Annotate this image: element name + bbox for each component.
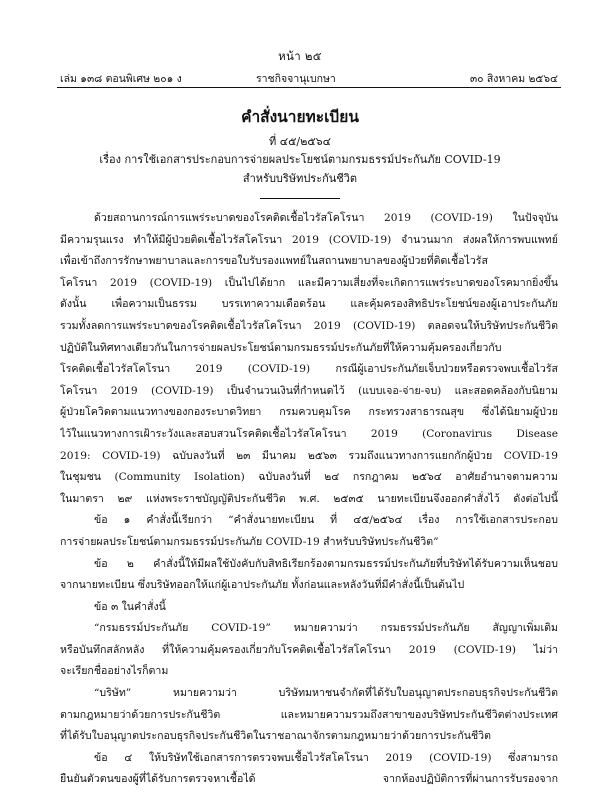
body-line: ที่ได้รับใบอนุญาตประกอบธุรกิจประกันชีวิตในราชอาณาจักรตามกฎหมายว่าด้วยการประกันชีวิต bbox=[60, 730, 491, 743]
body-line: โคโรนา 2019 (COVID-19) เป็นจำนวนเงินที่กำหนดไว้ (แบบเจอ-จ่าย-จบ) และสอดคล้องกับนิยาม bbox=[60, 384, 558, 397]
gazette-header bbox=[60, 70, 558, 86]
order-title: คำสั่งนายทะเบียน bbox=[241, 107, 359, 126]
page-number: หน้า ๒๕ bbox=[278, 49, 322, 63]
clause-3-line: ข้อ ๓ ในคำสั่งนี้ bbox=[94, 600, 166, 613]
definition-line: “บริษัท” หมายความว่า บริษัทมหาชนจำกัดที่ได้รับใบอนุญาตประกอบธุรกิจประกันชีวิต bbox=[94, 687, 558, 700]
volume-info: เล่ม ๑๓๘ ตอนพิเศษ ๒๐๑ ง bbox=[60, 73, 182, 85]
definition-line: “กรมธรรม์ประกันภัย COVID-19” หมายความว่า กรมธรรม์ประกันภัย สัญญาเพิ่มเติม bbox=[94, 622, 558, 635]
body-line: จะเรียกชื่ออย่างไรก็ตาม bbox=[60, 665, 169, 678]
body-line: เพื่อเข้าถึงการรักษาพยาบาลและการขอใบรับรองแพทย์ในสถานพยาบาลของผู้ป่วยที่ติดเชื้อไวรัส bbox=[60, 255, 488, 268]
body-line: ยืนยันตัวตนของผู้ที่ได้รับการตรวจหาเชื้อได้ จากห้องปฏิบัติการที่ผ่านการรับรองจาก bbox=[60, 773, 558, 786]
body-line: ผู้ป่วยโควิดตามแนวทางของกองระบาดวิทยา กรมควบคุมโรค กระทรวงสาธารณสุข ซึ่งได้นิยามผู้ป่วย bbox=[60, 406, 558, 419]
header-rule bbox=[57, 87, 561, 88]
body-line: จากนายทะเบียน ซึ่งบริษัทออกให้แก่ผู้เอาประกันภัย ทั้งก่อนและหลังวันที่มีคำสั่งนี้เป็นต้นไป bbox=[60, 579, 465, 592]
body-line: รวมทั้งลดการแพร่ระบาดของโรคติดเชื้อไวรัสโคโรนา 2019 (COVID-19) ตลอดจนให้บริษัทประกันชีวิต bbox=[60, 319, 558, 332]
clause-4-line: ข้อ ๔ ให้บริษัทใช้เอกสารการตรวจพบเชื้อไวรัสโคโรนา 2019 (COVID-19) ซึ่งสามารถ bbox=[94, 751, 558, 764]
body-line: หรือบันทึกสลักหลัง ที่ให้ความคุ้มครองเกี่ยวกับโรคติดเชื้อไวรัสโคโรนา 2019 (COVID-19) ไม่ว่า bbox=[60, 643, 558, 656]
clause-1-line: ข้อ ๑ คำสั่งนี้เรียกว่า “คำสั่งนายทะเบียน ที่ ๔๕/๒๕๖๔ เรื่อง การใช้เอกสารประกอบ bbox=[94, 514, 558, 527]
body-line: ในชุมชน (Community Isolation) ฉบับลงวันที่ ๒๔ กรกฎาคม ๒๕๖๔ อาศัยอำนาจตามความ bbox=[60, 471, 558, 484]
publication-name: ราชกิจจานุเบกษา bbox=[256, 73, 336, 85]
body-line: ด้วยสถานการณ์การแพร่ระบาดของโรคติดเชื้อไวรัสโคโรนา 2019 (COVID-19) ในปัจจุบัน bbox=[94, 212, 558, 224]
subject-line: เรื่อง การใช้เอกสารประกอบการจ่ายผลประโยชน์ตามกรมธรรม์ประกันภัย COVID-19 bbox=[99, 153, 501, 166]
body-line: 2019: COVID-19) ฉบับลงวันที่ ๒๓ มีนาคม ๒๕๖๓ รวมถึงแนวทางการแยกกักผู้ป่วย COVID-19 bbox=[60, 449, 558, 462]
body-line: ในมาตรา ๒๙ แห่งพระราชบัญญัติประกันชีวิต พ.ศ. ๒๕๓๕ นายทะเบียนจึงออกคำสั่งไว้ ดังต่อไปนี้ bbox=[60, 492, 558, 505]
body-line: การจ่ายผลประโยชน์ตามกรมธรรม์ประกันภัย COVID-19 สำหรับบริษัทประกันชีวิต” bbox=[60, 535, 439, 548]
body-line: โรคติดเชื้อไวรัสโคโรนา 2019 (COVID-19) กรณีผู้เอาประกันภัยเจ็บป่วยหรือตรวจพบเชื้อไวรัส bbox=[60, 363, 558, 376]
order-number: ที่ ๔๕/๒๕๖๔ bbox=[269, 135, 331, 148]
body-line: ปฏิบัติในทิศทางเดียวกันในการจ่ายผลประโยชน์ตามกรมธรรม์ประกันภัยที่ให้ความคุ้มครองเกี่ยวกับ bbox=[60, 341, 502, 354]
title-divider bbox=[260, 198, 340, 199]
publication-date: ๓๐ สิงหาคม ๒๕๖๔ bbox=[469, 73, 558, 85]
order-body bbox=[60, 208, 558, 791]
body-line: มีความรุนแรง ทำให้มีผู้ป่วยติดเชื้อไวรัสโคโรนา 2019 (COVID-19) จำนวนมาก ส่งผลให้การพบแพทย์ bbox=[60, 233, 558, 246]
body-line: ตามกฎหมายว่าด้วยการประกันชีวิต และหมายความรวมถึงสาขาของบริษัทประกันชีวิตต่างประเทศ bbox=[60, 708, 558, 721]
order-subject bbox=[0, 150, 600, 188]
subject-line: สำหรับบริษัทประกันชีวิต bbox=[242, 172, 358, 185]
body-line: ไว้ในแนวทางการเฝ้าระวังและสอบสวนโรคติดเชื้อไวรัสโคโรนา 2019 (Coronavirus Disease bbox=[60, 427, 558, 440]
body-line: โคโรนา 2019 (COVID-19) เป็นไปได้ยาก และมีความเสี่ยงที่จะเกิดการแพร่ระบาดของโรคมากยิ่งขึ้น bbox=[60, 276, 558, 289]
body-line: ดังนั้น เพื่อความเป็นธรรม บรรเทาความเดือดร้อน และคุ้มครองสิทธิประโยชน์ของผู้เอาประกันภัย bbox=[60, 298, 558, 311]
clause-2-line: ข้อ ๒ คำสั่งนี้ให้มีผลใช้บังคับกับสิทธิเรียกร้องตามกรมธรรม์ประกันภัยที่บริษัทได้รับความเห็นชอบ bbox=[94, 557, 558, 570]
